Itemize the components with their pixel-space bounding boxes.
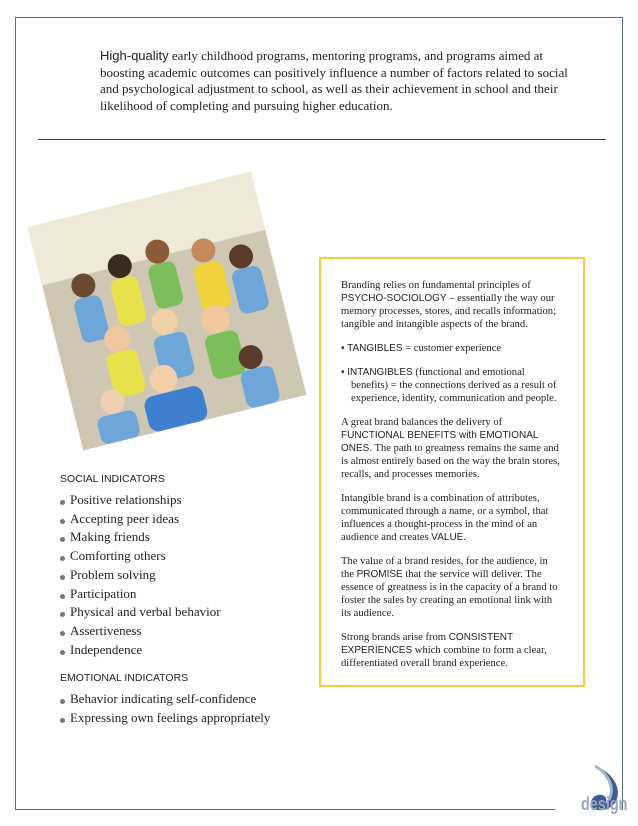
text: CONSISTENT EXPERIENCES bbox=[341, 632, 513, 656]
list-item: Assertiveness bbox=[60, 622, 221, 641]
design-logo bbox=[553, 758, 628, 820]
intro-lead: High-quality bbox=[100, 48, 169, 63]
text: PSYCHO-SOCIOLOGY bbox=[341, 293, 447, 304]
callout-bullet-intangibles bbox=[341, 366, 563, 405]
list-item: Physical and verbal behavior bbox=[60, 603, 221, 622]
text: . bbox=[463, 532, 467, 543]
section-heading: EMOTIONAL INDICATORS bbox=[60, 672, 189, 684]
callout-bullet-tangibles bbox=[341, 342, 563, 355]
list-item: Independence bbox=[60, 641, 221, 660]
callout-paragraph bbox=[341, 492, 563, 544]
text: = customer experience bbox=[402, 343, 502, 354]
text: A great brand balances the delivery of bbox=[341, 417, 503, 428]
list-item: Positive relationships bbox=[60, 491, 221, 510]
text: • INTANGIBLES bbox=[341, 367, 413, 378]
list-item: Accepting peer ideas bbox=[60, 510, 221, 529]
text: PROMISE bbox=[356, 569, 403, 580]
callout-paragraph bbox=[341, 555, 563, 620]
page-frame-bottom bbox=[15, 809, 555, 810]
logo-text: design bbox=[581, 794, 628, 814]
divider bbox=[38, 139, 606, 140]
list-item: Problem solving bbox=[60, 566, 221, 585]
text: The value of a brand resides, for the audience, in the bbox=[341, 556, 548, 580]
text: . The path to greatness remains the same and is almost entirely based on the way the brain stores, recalls, and processes memories. bbox=[341, 443, 560, 480]
social-indicators bbox=[60, 473, 221, 659]
intro-paragraph bbox=[100, 48, 570, 114]
text: which combine to form a clear, differentiated overall brand experience. bbox=[341, 645, 547, 669]
text: Strong brands arise from bbox=[341, 632, 449, 643]
text: Branding relies on fundamental principles of bbox=[341, 280, 531, 291]
callout-paragraph bbox=[341, 631, 563, 670]
callout-paragraph bbox=[341, 416, 563, 481]
text: that the service will deliver. The essence of greatness is in the capacity of a brand to foster the sales by creating an emotional link with its audience. bbox=[341, 569, 558, 619]
text: VALUE bbox=[431, 532, 464, 543]
list-item: Comforting others bbox=[60, 547, 221, 566]
text: • TANGIBLES bbox=[341, 343, 403, 354]
emotional-indicators bbox=[60, 672, 270, 727]
intro-text: early childhood programs, mentoring programs, and programs aimed at boosting academic outcomes can positively influence a number of factors related to social and psychological adjustment to school, as well as their achievement in school and their likelihood of completing and pursuing higher education. bbox=[100, 48, 568, 113]
text: Intangible brand is a combination of attributes, communicated through a name, or a symbol, that influences a thought-process in the mind of an audience and creates bbox=[341, 493, 549, 543]
list-item: Participation bbox=[60, 585, 221, 604]
list-item: Expressing own feelings appropriately bbox=[60, 709, 270, 728]
callout-paragraph bbox=[341, 279, 563, 331]
text: FUNCTIONAL BENEFITS with EMOTIONAL ONES bbox=[341, 430, 539, 454]
section-heading: SOCIAL INDICATORS bbox=[60, 473, 165, 485]
text: – essentially the way our memory processes, stores, and recalls information; tangible and intangible aspects of the brand. bbox=[341, 293, 557, 330]
text: (functional and emotional benefits) = the connections derived as a result of experience, identity, communication and people. bbox=[351, 367, 557, 404]
list-item: Making friends bbox=[60, 528, 221, 547]
list-item: Behavior indicating self-confidence bbox=[60, 690, 270, 709]
branding-callout bbox=[319, 257, 585, 687]
